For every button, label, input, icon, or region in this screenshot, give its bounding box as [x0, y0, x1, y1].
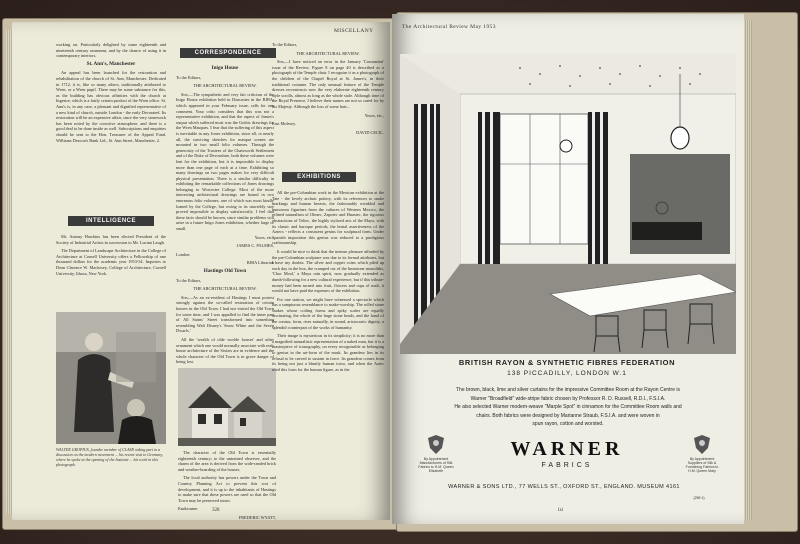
left-column-2	[176, 66, 274, 368]
right-running-head: The Architectural Review May 1953	[402, 24, 496, 30]
ad-body-line-3: He also selected Warner modern-weave "Marple Spot" in cinnamon for the Committee Room walls and	[454, 404, 682, 410]
journal-2: THE ARCHITECTURAL REVIEW.	[193, 286, 257, 292]
heading-st-anns: St. Ann's, Manchester	[86, 60, 136, 67]
para-letter2c: The character of the Old Town is essentially eighteenth century; to the untrained observer, and the charm of the area is derived from the wide-randed brick and weather-boarding of the houses.	[178, 450, 276, 472]
ad-illustration	[400, 54, 736, 354]
royal-crest-right	[682, 434, 722, 473]
para-exhibition2: It would be nice to think that the intense pleasure afforded by the pre-Columbian sculpture was due to its formal attributes, but I have my doubts. The silver and copper coins which piled up each day in the box, the cramped cut of the limestone monoliths, 'Chac Mool,' a Maya rain spirit, now gradually extended as dumb-following for a new cultural experience, but if this tribute-money had been turned into fruit, flowers and cups of malt, it would not have paid the expenses of the exhibition.	[272, 248, 384, 294]
left-page-number: 328	[212, 508, 220, 513]
crest-right-icon	[690, 434, 714, 456]
ad-address: 138 PICCADILLY, LONDON W.1	[507, 370, 627, 377]
ad-body-line-5: spun rayon, cotton and worsted.	[532, 421, 604, 427]
ad-body	[412, 386, 724, 429]
signer-2: FREDERIC WYATT,	[238, 514, 276, 520]
to-editors-2: To the Editors,	[176, 277, 202, 283]
para-advisor: Mr. Antony Hawkins has been elected President of the Society of Industrial Artists in succession to Mr. Lucian Laugh.	[56, 234, 166, 245]
hastings-photo-art	[178, 368, 276, 446]
left-column-1b	[56, 234, 166, 279]
warner-fabrics: FABRICS	[541, 462, 593, 469]
gropius-caption: WALTER GROPIUS, founder member of CLASP, taking part in a discussion on the modern movement ... his recent visit to Germany, where he spoke at the opening of the Institute ... his work in this photograph.	[56, 447, 163, 467]
exhibitions-label-text: EXHIBITIONS	[297, 174, 341, 180]
para-st-anns: An appeal has been launched for the restoration and rehabilitation of the church of St. Ann, Manchester. Dedicated in 1712, it is, like so many others, traditionally attributed to Wren, or a Wren pupil. There may be some substance for this, as the building has obvious affinities with the church at Ingestre, which is a fairly certain product of the Wren office. St. Ann's is, in any case, a pleasant and dignified representative of a new kind of church, outside London - the early Decorated. Its restoration will be an expensive affair, since the very stonework has been rotted by the corrosive atmosphere, and there is a good deal to be done inside as well. Subscriptions and enquiries should be sent to the Hon. Treasurer of the Appeal Fund, Williams Deacon's Bank Ltd., St. Ann Street, Manchester, 2.	[56, 70, 166, 143]
hastings-photo	[178, 368, 276, 446]
center-column-2	[272, 190, 384, 375]
para-letter1: Sirs,—The sympathetic and very fair criticism of the Inigo House exhibition held in Doncaster in the RIBA, which appeared in your February issue, calls for one comment. Your critic considers that this was not a representative exhibition, and that the aspect of James's output which suffered most was the Gothic drawings for the Wren Masques. I fear that the suffering of this aspect is inevitable in any Jones exhibition, since all, or nearly all, the surviving sketches for masque scenes are mounted in two small folio volumes. Through the generosity of the Trustees of the Chatsworth Settlement and of the Duke of Devonshire, both these volumes were lent for the exhibition, but it is impossible to display more than one page of each at a time. Exhibiting so many drawings on two pages makes for very difficult physical presentation. There is a similar difficulty in exhibiting the remarkable collections of Jones drawings belonging to Worcester College. Most of the more interesting architectural drawings are bound in two enormous folio volumes, one of which was most kindly loaned by the College, but owing to its unwieldy size proved impossible to display satisfactorily. I feel that these facts should be known, since similar problems will arise in a future Inigo Jones exhibition, whether large or small.	[176, 91, 274, 232]
place-1: London.	[176, 251, 191, 257]
ad-body-line-2: Warner "Broadfield" wide-stripe fabric chosen by Professor R. D. Russell, R.D.I., F.S.I.A.	[470, 395, 666, 402]
warner-logo: WARNER	[510, 438, 624, 460]
to-editors-3: To the Editors,	[272, 42, 298, 47]
para-letter3: Sirs,—I have noticed an error in the January 'Coronation' issue of the Review. Figure 8 on page 40 is described as a photograph of the Temple chair. I recognise it as a photograph of the children of the Chapel Royal at St. James's, in their traditional costume. The only unusual feature of the Temple dresses reconstructs now the very elaborate eighteenth century style scrolls, almost as long as the whole stole. Although time of the Royal Presence, I believe their names are not so cared for by his Majesty. Although the loss of some hats...	[272, 59, 384, 109]
journal-3: THE ARCHITECTURAL REVIEW.	[296, 50, 360, 56]
ad-footer: WARNER & SONS LTD., 77 WELLS ST., OXFORD ST., ENGLAND. MUSEUM 4161	[448, 484, 680, 490]
gropius-photo	[56, 312, 166, 444]
ad-footer-code: (259 1)	[693, 496, 705, 500]
para-letter2d: The local authority has powers under the Town and Country Planning Act to prevent this sort of development, and it is up to the inhabitants of Hastings to make sure that these powers are used so that the Old Town may be preserved intact.	[178, 475, 276, 503]
place-3: East Molesey.	[272, 121, 297, 127]
miscellany-header: MISCELLANY	[334, 28, 374, 34]
yours-3: Yours, etc.,	[364, 112, 384, 118]
to-editors-1: To the Editors,	[176, 74, 202, 80]
crest-left-text: By Appointment Manufacturers of Silk Fabrics to H.M. Queen Elizabeth	[418, 457, 454, 473]
heading-inigo: Inigo House	[211, 65, 239, 71]
para-letter2: Sirs,—As an ex-resident of Hastings I must protest strongly against the so-called restoration of certain houses in the Old Town. I had not visited the Old Town for some time, and I was appalled to find the inner part of All Saints' Street transformed into something resembling Walt Disney's 'Snow White and the Seven Dwarfs.'	[176, 294, 274, 334]
center-column	[272, 42, 384, 138]
intelligence-label-text: INTELLIGENCE	[85, 218, 136, 224]
left-column-2b	[178, 450, 276, 520]
correspondence-label	[180, 48, 276, 58]
ad-federation: BRITISH RAYON & SYNTHETIC FIBRES FEDERATION	[458, 358, 676, 367]
para-exhibition3: For one station, we might have witnessed a spectacle which has a sumptuous resemblance to snake-worship. The rolled stone snakes whose coiling forms and spiky scales are equally fascinating, the whole of the huge stone heads, and the hand of the creator, form, rises naturally, in sound, aristocratic dignity, a splendid counterpart of the works of humanity.	[272, 296, 384, 330]
crest-left-icon	[424, 434, 448, 456]
journal-1: THE ARCHITECTURAL REVIEW.	[193, 83, 257, 89]
para-letter2b: All the 'wealth of olde worlde houses' and other ornament which one would normally associate with real-house architecture of the Sixties are in evidence and the whole character of the Old Town is in grave danger of being lost.	[176, 336, 274, 365]
signer-3: DAVID CECIL.	[356, 129, 384, 135]
crest-right-text: By Appointment Suppliers of Silk & Furnishing Fabrics to H.M. Queen Mary	[685, 457, 719, 473]
royal-crest-left	[416, 434, 456, 473]
place-2: Eastbourne.	[178, 506, 199, 512]
gropius-photo-art	[56, 312, 166, 444]
org-1: RIBA Librarian	[246, 260, 274, 266]
col1-intro: working on. Particularly delighted by some eighteenth and nineteenth century ornament, and by the chance of using it in contemporary interiors.	[56, 42, 166, 59]
correspondence-label-text: CORRESPONDENCE	[194, 50, 262, 56]
intelligence-label	[68, 216, 154, 226]
left-column-1	[56, 42, 166, 146]
para-exhibition4: Their image is mysterious in its simplicity; it is no more than a magnified naturalistic representation of a naked man, but it is a masterpiece of iconography, on every recognisable as belonging to genius in the art-form of the mask. Its grandeur lies in its refusal to be curved to sustain in force. Its grandeur comes from its being not just a bluntly human torso, and when the Aztec used this form for the human figure, as in the	[272, 333, 384, 372]
ad-body-line-4: chairs. Both fabrics were designed by Marianne Straub, F.S.I.A. and were woven in	[476, 412, 660, 419]
para-exhibition: All the pre-Columbian work in the Mexican exhibition at the Tate - the lovely archaic pottery, with its references to snake markings and human breasts, the fashionably wrinkled and humorous figurines from the cultures of Western Mexico, the refined naturalism of Olmec, Zapotec and Huastec, the rigorous abstractions of Toltec, the highly stylized arts of the Maya, with its classic and baroque periods, the brutal assertiveness of the Aztecs - reflects a consistent genius for sculptural form. Under Spanish imposition this genius was reduced to a prodigious craftsmanship.	[272, 190, 384, 246]
exhibitions-label	[282, 172, 356, 182]
right-page-number: lxi	[558, 508, 564, 513]
signer-1: JAMES C. PALMES,	[236, 243, 274, 249]
committee-room-drawing	[400, 54, 736, 354]
heading-hastings: Hastings Old Town	[203, 268, 247, 274]
ad-body-line-1: The brown, black, lime and silver curtains for the impressive Committee Room at the Rayon Centre is	[456, 387, 680, 393]
yours-1: Yours, etc.,	[254, 234, 274, 240]
right-page	[392, 14, 744, 524]
para-cornell: The Department of Landscape Architecture in the College of Architecture at Cornell University offers a Fellowship of one thousand dollars for the academic year 1953-54. Inquiries to Dean Clarence W. Mackesey, College of Architecture, Cornell University, Ithaca, New York.	[56, 248, 166, 276]
